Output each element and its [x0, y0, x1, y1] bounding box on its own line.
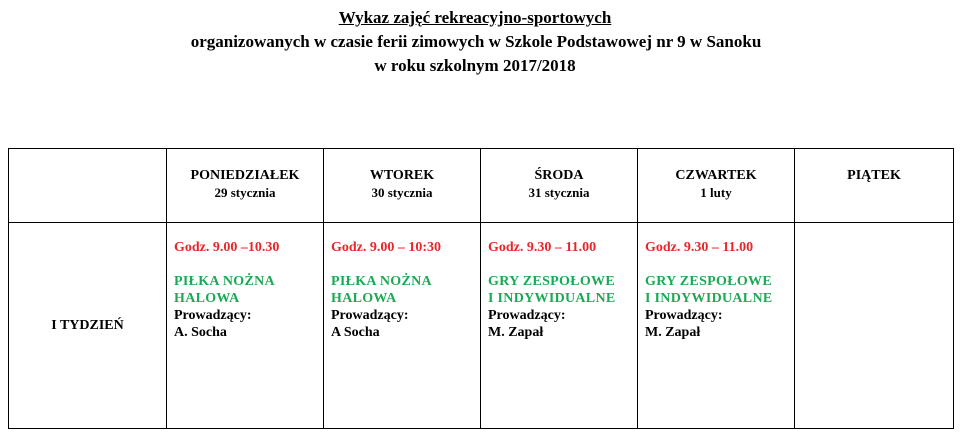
- header-row: [9, 149, 954, 223]
- day-date: 1 luty: [700, 185, 732, 200]
- activity-name-line1: GRY ZESPOŁOWE: [645, 274, 772, 289]
- day-date: 30 stycznia: [371, 185, 433, 200]
- activity-name-line1: PIŁKA NOŻNA: [174, 274, 275, 289]
- activity-time: Godz. 9.00 – 10:30: [331, 240, 442, 255]
- week-row: [9, 223, 954, 429]
- school-year: w roku szkolnym 2017/2018: [374, 56, 576, 75]
- day-header-friday: [795, 149, 954, 223]
- day-name: PONIEDZIAŁEK: [190, 168, 300, 183]
- activity-name-line2: I INDYWIDUALNE: [645, 291, 773, 306]
- activity-cell-thursday: [638, 223, 795, 429]
- activity-time: Godz. 9.00 –10.30: [174, 240, 280, 255]
- day-name: CZWARTEK: [675, 168, 757, 183]
- activity-cell-monday: [167, 223, 324, 429]
- day-date: 29 stycznia: [214, 185, 276, 200]
- leader-name: A Socha: [331, 325, 380, 340]
- activity-time: Godz. 9.30 – 11.00: [488, 240, 597, 255]
- document-title: Wykaz zajęć rekreacyjno-sportowych: [338, 8, 612, 27]
- activity-name-line1: PIŁKA NOŻNA: [331, 274, 432, 289]
- leader-name: M. Zapał: [645, 325, 701, 340]
- activity-cell-tuesday: [324, 223, 481, 429]
- leader-label: Prowadzący:: [645, 308, 723, 323]
- day-header-thursday: [638, 149, 795, 223]
- activity-cell-wednesday: [481, 223, 638, 429]
- activity-name-line2: HALOWA: [174, 291, 240, 306]
- activity-name-line2: I INDYWIDUALNE: [488, 291, 616, 306]
- document-subtitle: organizowanych w czasie ferii zimowych w Szkole Podstawowej nr 9 w Sanoku: [190, 32, 762, 51]
- schedule-table: [8, 148, 954, 429]
- document-header: [0, 6, 960, 78]
- leader-name: A. Socha: [174, 325, 227, 340]
- day-header-monday: [167, 149, 324, 223]
- day-date: 31 stycznia: [528, 185, 590, 200]
- leader-label: Prowadzący:: [488, 308, 566, 323]
- day-header-wednesday: [481, 149, 638, 223]
- day-name: WTOREK: [369, 168, 435, 183]
- corner-cell: [9, 149, 167, 223]
- activity-name-line1: GRY ZESPOŁOWE: [488, 274, 615, 289]
- day-header-tuesday: [324, 149, 481, 223]
- leader-name: M. Zapał: [488, 325, 544, 340]
- leader-label: Prowadzący:: [174, 308, 252, 323]
- week-label: I TYDZIEŃ: [9, 223, 167, 429]
- day-name: PIĄTEK: [847, 168, 901, 183]
- activity-time: Godz. 9.30 – 11.00: [645, 240, 754, 255]
- activity-cell-friday: [795, 223, 954, 429]
- activity-name-line2: HALOWA: [331, 291, 397, 306]
- leader-label: Prowadzący:: [331, 308, 409, 323]
- day-name: ŚRODA: [534, 168, 584, 183]
